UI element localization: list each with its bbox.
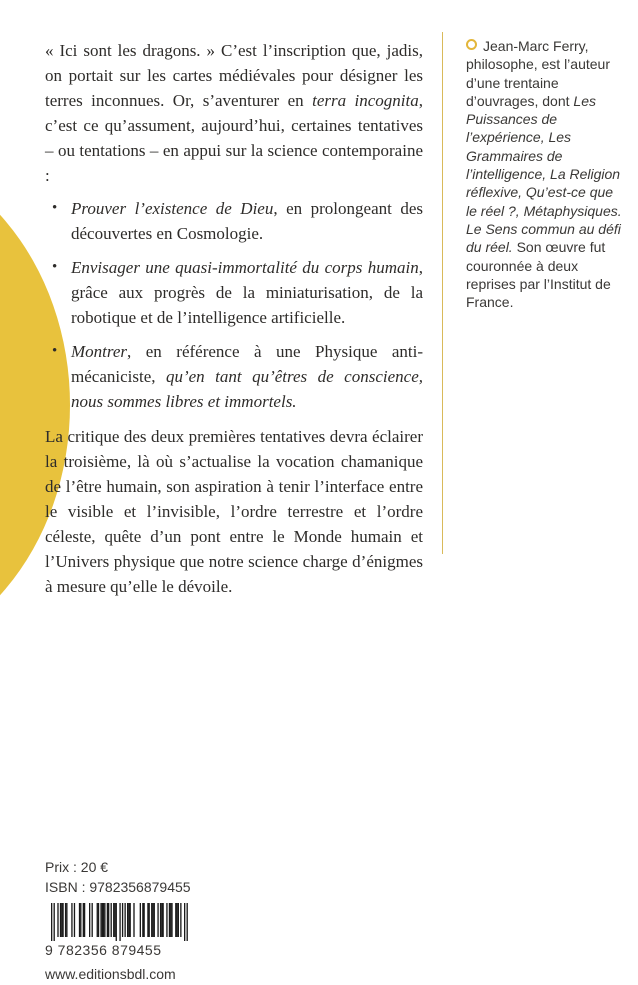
bullet-item — [71, 255, 423, 330]
barcode-bar — [71, 903, 72, 937]
barcode-bar — [66, 903, 67, 937]
barcode-bar — [151, 903, 152, 937]
bullet-lead: Prouver l’existence de Dieu — [71, 199, 274, 218]
barcode-bar — [147, 903, 148, 937]
barcode-bar — [61, 903, 62, 937]
barcode-bar — [80, 903, 81, 937]
barcode-bar — [157, 903, 158, 937]
barcode-bar — [124, 903, 125, 937]
barcode-bar — [161, 903, 162, 937]
barcode-bar — [92, 903, 93, 937]
closing-paragraph: La critique des deux premières tentatives devra éclairer la troisième, là où s’actualise la vocation chamanique de l’être humain, son aspiration à tenir l’interface entre le visible et l’invisible, l’ordre terrestre et l’ordre céleste, quête d’un pont entre le Monde humain et l’Univers physique que notre science charge d’énigmes à mesure qu’elle le dévoile. — [45, 427, 423, 596]
barcode-bar — [143, 903, 144, 937]
author-bio — [466, 37, 624, 311]
barcode-bar — [65, 903, 66, 937]
barcode-bar — [98, 903, 99, 937]
barcode-bar — [162, 903, 163, 937]
barcode-bar — [57, 903, 58, 937]
bullet-text: , grâce aux progrès de la miniaturisation, de la robotique et de l’intelligence artificielle. — [71, 258, 423, 327]
barcode-bar — [160, 903, 161, 937]
isbn: ISBN : 9782356879455 — [45, 879, 191, 895]
bullet-item — [71, 196, 423, 246]
bio-intro: Jean-Marc Ferry, philosophe, est l’auteur d’une trentaine d’ouvrages, dont — [466, 38, 610, 109]
price: Prix : 20 € — [45, 859, 109, 875]
barcode-bar — [113, 903, 114, 937]
barcode-bar — [184, 903, 185, 941]
bullet-text: , en référence à une Physique anti-mécaniciste, — [71, 342, 423, 386]
intro-text-1: « Ici sont les dragons. » C’est l’inscription que, jadis, on portait sur les cartes médiévales pour désigner les terres inconnues. Or, s’aventurer en — [45, 41, 423, 110]
vertical-divider — [442, 32, 443, 554]
footer — [45, 857, 193, 983]
barcode-bar — [62, 903, 63, 937]
barcode-bar — [89, 903, 90, 937]
barcode-bar — [111, 903, 112, 937]
barcode-bar — [169, 903, 170, 937]
barcode-bar — [175, 903, 176, 937]
barcode-bar — [74, 903, 75, 937]
barcode-bar — [84, 903, 85, 937]
barcode-bar — [119, 903, 120, 941]
bullet-list — [45, 196, 423, 414]
barcode-bar — [180, 903, 181, 937]
barcode-bar — [116, 903, 117, 941]
barcode-bar — [149, 903, 150, 937]
barcode-bar — [103, 903, 104, 937]
website: www.editionsbdl.com — [45, 966, 176, 982]
barcode-bar — [100, 903, 101, 937]
barcode-bar — [51, 903, 52, 941]
intro-text-2: , c’est ce qu’assument, aujourd’hui, certaines tentatives – ou tentations – en appui sur la science contemporaine : — [45, 91, 423, 185]
barcode-bar — [97, 903, 98, 937]
barcode-digits: 9 782356 879455 — [45, 942, 162, 958]
barcode-bar — [166, 903, 167, 937]
barcode-bar — [170, 903, 171, 937]
intro-italic: terra incognita — [312, 91, 419, 110]
bio-titles: Les Puissances de l’expérience, Les Grammaires de l’intelligence, La Religion réflexive, Qu’est-ce que le réel ?, Métaphysiques. Le Sens commun au défi du réel. — [466, 92, 622, 256]
barcode-bar — [102, 903, 103, 937]
bullet-tail: qu’en tant qu’êtres de conscience, nous sommes libres et immortels. — [71, 367, 423, 411]
barcode-bar — [154, 903, 155, 937]
barcode-bar — [108, 903, 109, 937]
barcode-bar — [60, 903, 61, 937]
barcode-bar — [187, 903, 188, 941]
barcode-bar — [133, 903, 134, 937]
barcode-bar — [176, 903, 177, 937]
barcode-bar — [140, 903, 141, 937]
intro-paragraph — [45, 38, 423, 188]
barcode-bar — [128, 903, 129, 937]
bullet-text: , en prolongeant des découvertes en Cosmologie. — [71, 199, 423, 243]
barcode-bars — [45, 903, 193, 941]
barcode-bar — [79, 903, 80, 937]
barcode — [45, 903, 193, 958]
ring-bullet-icon — [466, 39, 477, 50]
bullet-item — [71, 339, 423, 414]
barcode-bar — [171, 903, 172, 937]
barcode-bar — [142, 903, 143, 937]
barcode-bar — [152, 903, 153, 937]
barcode-bar — [127, 903, 128, 937]
barcode-bar — [54, 903, 55, 941]
bio-closing: Son œuvre fut couronnée à deux reprises par l’Institut de France. — [466, 239, 611, 311]
bullet-lead: Envisager une quasi-immortalité du corps humain — [71, 258, 419, 277]
barcode-bar — [83, 903, 84, 937]
barcode-bar — [130, 903, 131, 937]
back-cover-text — [45, 38, 423, 599]
barcode-bar — [107, 903, 108, 937]
barcode-bar — [178, 903, 179, 937]
barcode-bar — [114, 903, 115, 937]
barcode-bar — [122, 903, 123, 937]
barcode-bar — [104, 903, 105, 937]
bullet-lead: Montrer — [71, 342, 128, 361]
